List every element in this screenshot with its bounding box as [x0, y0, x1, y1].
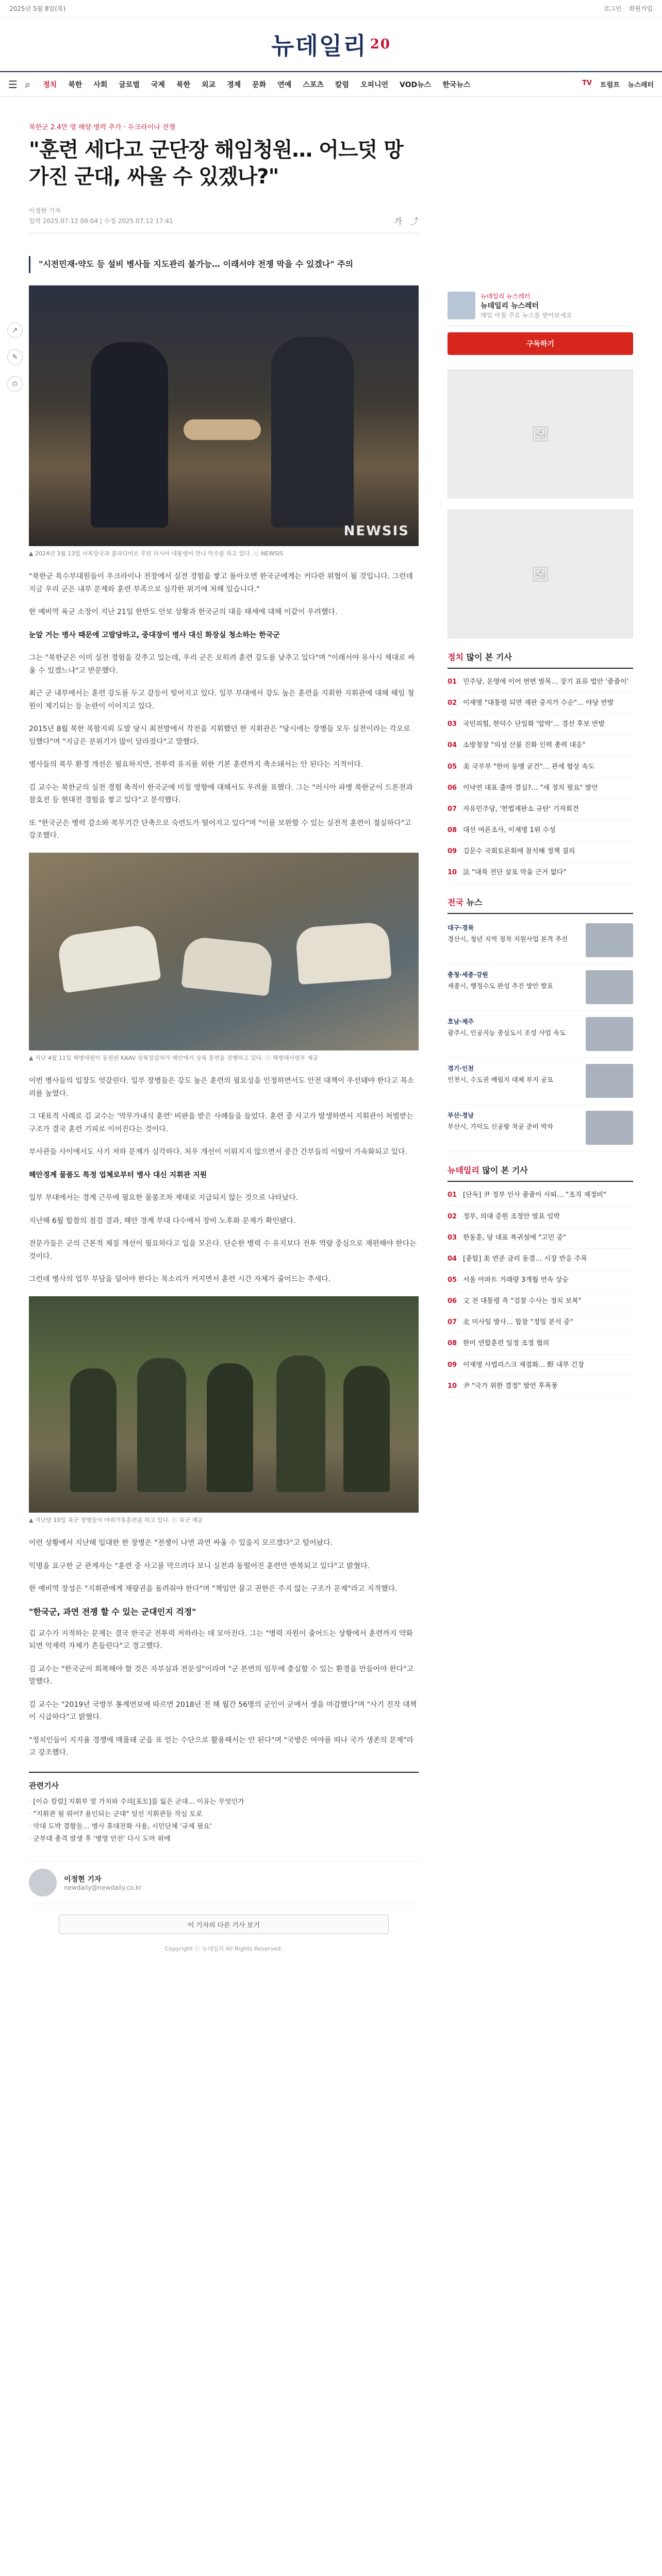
rank-item[interactable]: 08 한미 연합훈련 일정 조정 협의	[448, 1333, 633, 1354]
nav-item-korea-news[interactable]: 한국뉴스	[442, 80, 471, 89]
left-share-rail	[7, 323, 23, 392]
subhead: 해안경계 물품도 특정 업체로부터 병사 대신 지휘관 지원	[29, 1171, 207, 1179]
paragraph: 병사들의 복무 환경 개선은 필요하지만, 전투력 유지를 위한 기본 훈련까지 축소돼서는 안 된다는 지적이다.	[29, 760, 363, 769]
article-meta-row	[29, 206, 419, 233]
regional-news	[448, 896, 633, 1151]
paragraph: 그 대표적 사례로 김 교수는 '막무가내식 훈련' 비판을 받은 사례들을 들었다. 훈련 중 사고가 발생하면서 지휘관이 처벌받는 구조가 결국 훈련 기피로 이어진다는 것이다.	[29, 1112, 414, 1133]
paragraph: 한 예비역 장성은 "지휘관에게 재량권을 돌려줘야 한다"며 "책임만 묻고 권한은 주지 않는 구조가 문제"라고 지적했다.	[29, 1585, 398, 1594]
ad-slot[interactable]	[448, 510, 633, 638]
author-box	[29, 1861, 419, 1904]
rank-item[interactable]: 03 국민의힘, 한덕수 단일화 '압박'… 경선 후보 반발	[448, 714, 633, 735]
newsletter-title: 뉴데일리 뉴스레터	[481, 302, 539, 310]
nav-item-culture[interactable]: 문화	[252, 80, 267, 89]
rank-item[interactable]: 07 자유민주당, '헌법재판소 규탄' 기자회견	[448, 799, 633, 820]
rank-item[interactable]: 10 尹 "국가 위한 결정" 발언 후폭풍	[448, 1376, 633, 1397]
related-link[interactable]: · "지휘관 될 뭐어? 용인되는 군대" 일선 지휘관들 작심 토로	[29, 1808, 419, 1821]
photo-caption: ▲ 2024년 3월 13일 사목당국과 블라디미르 푸틴 러시아 대통령이 만나 악수를 하고 있다. ⓒ NEWSIS	[29, 550, 284, 557]
article-lead: "시전민재·약도 등 설비 병사들 지도관리 불가능… 이래서야 전쟁 막을 수 있겠나" 주의	[29, 256, 419, 273]
nav-item-global[interactable]: 글로벌	[119, 80, 140, 89]
paragraph: 김 교수는 북한군의 실전 경험 축적이 한국군에 미칠 영향에 대해서도 우려를 표했다. 그는 "러시아 파병 북한군이 드론전과 참호전 등 현대전 경험을 쌓고 있다"고 분석했다.	[29, 783, 413, 805]
article	[29, 97, 419, 1953]
soldier-shape	[137, 1358, 186, 1492]
paragraph: 2015년 8월 북한 목함지뢰 도발 당시 최전방에서 작전을 지휘했던 한 지휘관은 "당시에는 장병들 모두 실전이라는 각오로 임했다"며 "지금은 분위기가 많이 달라졌다"고 말했다.	[29, 725, 410, 746]
article-header	[29, 97, 419, 233]
photo-caption: ▲ 지난 4월 11일 해병대원이 동원된 KAAV 상륙장갑차가 해안에서 상륙 훈련을 진행하고 있다. ⓒ 해병대사령부 제공	[29, 1054, 319, 1061]
image-placeholder-icon: 🖼	[531, 565, 550, 583]
nav-item-column[interactable]: 칼럼	[335, 80, 349, 89]
box-title-red: 정치	[448, 652, 464, 662]
rank-item[interactable]: 05 美 국무부 "한미 동맹 굳건"… 관세 협상 속도	[448, 757, 633, 778]
more-articles-button[interactable]: 이 기자의 다른 기사 보기	[59, 1914, 389, 1934]
rank-item[interactable]: 08 대선 여론조사, 이재명 1위 수성	[448, 820, 633, 841]
rank-item[interactable]: 10 法 "대북 전단 살포 막을 근거 없다"	[448, 862, 633, 884]
figure-silhouette-left	[91, 342, 168, 528]
rank-list	[448, 672, 633, 884]
share-link-icon[interactable]: ⤴	[410, 216, 419, 226]
logo-text: 뉴데일리	[271, 32, 367, 60]
paragraph: 이런 상황에서 지난해 입대한 한 장병은 "전쟁이 나면 과연 싸울 수 있을지 모르겠다"고 털어놨다.	[29, 1539, 333, 1548]
content-columns	[29, 97, 633, 1953]
topbar-links	[604, 4, 653, 13]
rank-item[interactable]: 01 민주당, 운영에 이어 번번 발목… 장기 표류 법안 '줄줄이'	[448, 672, 633, 693]
photo-caption: ▲ 지난달 10일 육군 장병들이 야외기동훈련을 하고 있다. ⓒ 육군 제공	[29, 1516, 203, 1523]
rank-item[interactable]: 09 이재명 사법리스크 재점화… 野 내부 긴장	[448, 1355, 633, 1376]
paragraph: 김 교수가 지적하는 문제는 결국 한국군 전투력 저하라는 데 모아진다. 그는 "병력 자원이 줄어드는 상황에서 훈련까지 약화되면 억제력 자체가 흔들린다"고 경고했다.	[29, 1629, 413, 1651]
site-logo[interactable]	[271, 27, 391, 61]
paragraph: 최근 군 내부에서는 훈련 강도를 두고 갈등이 빚어지고 있다. 일부 부대에서 강도 높은 훈련을 지휘한 지휘관에 대해 해임 청원이 제기되는 등 논란이 이어지고 있다.	[29, 689, 415, 710]
soldier-shape	[70, 1368, 117, 1492]
paragraph: 김 교수는 "2019년 국방부 통계연보에 따르면 2018년 전 해 월간 56명의 군인이 군에서 생을 마감했다"며 "사기 진작 대책이 시급하다"고 밝혔다.	[29, 1700, 417, 1722]
rank-item[interactable]: 02 정부, 의대 증원 조정안 발표 임박	[448, 1207, 633, 1228]
paragraph: 그는 "북한군은 이미 실전 경험을 갖추고 있는데, 우리 군은 오히려 훈련 강도를 낮추고 있다"며 "이래서야 유사시 제대로 싸울 수 있겠느냐"고 반문했다.	[29, 654, 415, 675]
logo-badge: 20	[370, 37, 391, 52]
box-title: 전국 뉴스	[448, 896, 633, 914]
nav-icons	[8, 78, 30, 91]
nav-newsletter-link[interactable]: 뉴스레터	[627, 81, 654, 89]
subhead: "한국군, 과연 전쟁 할 수 있는 군대인지 걱정"	[29, 1606, 196, 1617]
paragraph: 그런데 병사의 업무 부담을 덜어야 한다는 목소리가 커지면서 훈련 시간 자체가 줄어드는 추세다.	[29, 1275, 331, 1284]
related-articles	[29, 1772, 419, 1845]
photo-summit	[29, 285, 419, 546]
signup-link[interactable]: 회원가입	[628, 5, 653, 12]
rank-item[interactable]: 06 이낙연 대표 출마 결심?… "새 정치 필요" 발언	[448, 778, 633, 799]
search-icon[interactable]: ⌕	[24, 78, 31, 91]
sidebar	[448, 97, 633, 1953]
logo-row	[0, 18, 662, 71]
paragraph: "정치인들이 지지율 경쟁에 매몰돼 군을 표 얻는 수단으로 활용해서는 안 된다"며 "국방은 여야를 떠나 국가 생존의 문제"라고 강조했다.	[29, 1736, 414, 1757]
nav-item-economy[interactable]: 경제	[227, 80, 241, 89]
subscribe-button[interactable]: 구독하기	[448, 332, 633, 355]
subhead: 눈앞 거는 병사 때문에 고발당하고, 중대장이 병사 대신 화장실 청소하는 한국군	[29, 631, 280, 639]
photo-landing-boats	[29, 853, 419, 1050]
topbar	[0, 0, 662, 18]
regional-thumb	[586, 1017, 633, 1051]
rank-item[interactable]: 07 北 미사일 발사… 합참 "정밀 분석 중"	[448, 1312, 633, 1333]
nav-item-vod[interactable]: VOD뉴스	[400, 80, 432, 89]
photo-soldiers-training	[29, 1296, 419, 1513]
boat-shape	[56, 923, 161, 993]
soldier-shape	[343, 1366, 390, 1492]
regional-thumb	[586, 923, 633, 957]
soldier-shape	[207, 1363, 253, 1492]
paragraph: 이번 병사들의 입장도 엇갈린다. 일부 장병들은 강도 높은 훈련의 필요성을 인정하면서도 안전 대책이 우선돼야 한다고 목소리를 높였다.	[29, 1077, 415, 1098]
nav-item-international[interactable]: 국제	[151, 80, 165, 89]
politics-most-read	[448, 651, 633, 884]
nav-item-politics[interactable]: 정치	[43, 80, 57, 89]
nav-item-entertainment[interactable]: 연예	[277, 80, 292, 89]
newsletter-sub: 매일 아침 주요 뉴스를 받아보세요	[481, 312, 572, 319]
newdaily-most-read	[448, 1164, 633, 1397]
paragraph: 김 교수는 "한국군이 회복해야 할 것은 자부심과 전문성"이라며 "군 본연의 임무에 충실할 수 있는 환경을 만들어야 한다"고 말했다.	[29, 1665, 414, 1686]
regional-thumb	[586, 1111, 633, 1145]
newsletter-tag: 뉴데일리 뉴스레터	[481, 293, 531, 300]
rank-item[interactable]: 05 서울 아파트 거래량 3개월 연속 상승	[448, 1270, 633, 1291]
related-link[interactable]: · [이슈 칼럼] 지휘부 말 가치와 주의[포토]를 잃은 군대… 이유는 무엇인가	[29, 1796, 419, 1808]
newsis-watermark: NEWSIS	[343, 523, 409, 539]
login-link[interactable]: 로그인	[603, 5, 622, 12]
rank-item[interactable]: 06 文 전 대통령 측 "검찰 수사는 정치 보복"	[448, 1291, 633, 1312]
box-title-text: 많이 본 기사	[466, 652, 512, 662]
paragraph: 일부 부대에서는 경계 근무에 필요한 물품조차 제대로 지급되지 않는 것으로 나타났다.	[29, 1194, 299, 1202]
rank-item[interactable]: 02 이재명 "대통령 되면 재판 중지가 수순"… 야당 반발	[448, 693, 633, 714]
box-title: 뉴데일리 많이 본 기사	[448, 1164, 633, 1182]
regional-item[interactable]: 대구·경북 경산시, 청년 지역 정착 지원사업 본격 추진	[448, 917, 633, 964]
box-title	[448, 651, 633, 669]
article-author: 이정현 기자	[29, 207, 61, 214]
handshake-shape	[184, 419, 261, 440]
regional-item[interactable]: 경기·인천 인천시, 수도권 매립지 대체 부지 공모	[448, 1058, 633, 1105]
newdaily-rank-list	[448, 1185, 633, 1397]
nav-list	[43, 79, 582, 90]
author-avatar	[29, 1869, 57, 1896]
figure-silhouette-right	[271, 337, 354, 528]
print-icon[interactable]: ⎙	[7, 376, 23, 392]
newsletter-thumb	[448, 292, 475, 319]
article-headline: "훈련 세다고 군단장 해임청원… 어느덧 망가진 군대, 싸울 수 있겠나?"	[29, 138, 403, 189]
nav-item-north-korea[interactable]: 북한	[68, 80, 82, 89]
main-nav	[0, 71, 662, 97]
page-container	[0, 97, 662, 1953]
date-text: 2025년 5월 8일(목)	[9, 5, 66, 12]
nav-tv-link[interactable]: TV	[582, 79, 592, 87]
regional-item[interactable]: 호남·제주 광주시, 인공지능 중심도시 조성 사업 속도	[448, 1011, 633, 1058]
rank-item[interactable]: 04 소방청장 "의성 산불 진화 인력 총력 대응"	[448, 735, 633, 756]
paragraph: 한 예비역 육군 소장이 지난 21일 한반도 안보 상황과 한국군의 대응 태세에 대해 이같이 우려했다.	[29, 608, 338, 617]
nav-item-society[interactable]: 사회	[93, 80, 108, 89]
menu-icon[interactable]: ☰	[8, 78, 18, 91]
article-series[interactable]: 북한군 2.4만 명 해양 병력 추가 · 우크라이나 전쟁	[29, 124, 175, 131]
copyright-text: Copyright ⓒ 뉴데일리 All Rights Reserved.	[165, 1945, 283, 1953]
paragraph: 전문가들은 군의 근본적 체질 개선이 필요하다고 입을 모은다. 단순한 병력 수 유지보다 전투 역량 중심으로 재편해야 한다는 것이다.	[29, 1240, 417, 1261]
regional-thumb	[586, 970, 633, 1004]
rank-item[interactable]: 04 [종합] 美 연준 금리 동결… 시장 반응 주목	[448, 1249, 633, 1270]
article-dates: 입력 2025.07.12 09:04 | 수정 2025.07.12 17:41	[29, 217, 173, 225]
boat-shape	[295, 922, 391, 985]
related-link[interactable]: · 군부대 총격 발생 후 '병영 안전' 다시 도마 위에	[29, 1833, 419, 1845]
paragraph: 지난해 6월 합참의 점검 결과, 해안 경계 부대 다수에서 장비 노후화 문제가 확인됐다.	[29, 1216, 296, 1225]
image-placeholder-icon: 🖼	[531, 425, 550, 443]
font-size-icon[interactable]: 가	[394, 216, 402, 226]
boat-shape	[181, 936, 274, 996]
related-link[interactable]: · 악대 도박 결함들… 병사 휴대전화 사용, 시민단체 '규제 필요'	[29, 1821, 419, 1833]
rank-item[interactable]: 01 [단독] 尹 정부 인사 줄줄이 사퇴… "조직 재정비"	[448, 1185, 633, 1206]
nav-trump-link[interactable]: 트럼프	[600, 81, 620, 89]
paragraph: 익명을 요구한 군 관계자는 "훈련 중 사고를 막으려다 보니 실전과 동떨어진 훈련만 반복되고 있다"고 밝혔다.	[29, 1562, 370, 1570]
ad-slot[interactable]	[448, 369, 633, 498]
nav-extra	[582, 79, 654, 89]
share-icon[interactable]: ↗	[7, 323, 23, 338]
author-email[interactable]: newdaily@newdaily.co.kr	[64, 1884, 142, 1892]
rank-item[interactable]: 09 김문수 국회토론회에 참석해 정책 질의	[448, 841, 633, 862]
rank-item[interactable]: 03 한동훈, 당 대표 복귀설에 "고민 중"	[448, 1228, 633, 1249]
nav-item-opinion[interactable]: 오피니언	[360, 80, 389, 89]
article-body	[29, 233, 419, 1953]
related-title: 관련기사	[29, 1781, 59, 1790]
nav-item-north-korea-2[interactable]: 북한	[176, 80, 191, 89]
regional-item[interactable]: 부산·경남 부산시, 가덕도 신공항 착공 준비 박차	[448, 1105, 633, 1151]
comment-icon[interactable]: ✎	[7, 349, 23, 365]
newsletter-card[interactable]	[448, 292, 633, 326]
soldier-shape	[276, 1355, 325, 1492]
paragraph: "북한군 특수부대원들이 우크라이나 전장에서 실전 경험을 쌓고 돌아오면 한국군에게는 커다란 위협이 될 것입니다. 그런데 지금 우리 군은 내부 문제와 훈련 부족으로 심각한 위기에 처해 있습니다."	[29, 572, 413, 594]
paragraph: 또 "한국군은 병력 감소와 복무기간 단축으로 숙련도가 떨어지고 있다"며 "이를 보완할 수 있는 실전적 훈련이 절실하다"고 강조했다.	[29, 819, 411, 840]
share-tools	[394, 215, 419, 227]
nav-item-sports[interactable]: 스포츠	[303, 80, 324, 89]
regional-item[interactable]: 충청·세종·강원 세종시, 행정수도 완성 추진 방안 발표	[448, 964, 633, 1011]
paragraph: 부사관들 사이에서도 사기 저하 문제가 심각하다. 처우 개선이 이뤄지지 않으면서 중간 간부들의 이탈이 가속화되고 있다.	[29, 1148, 407, 1157]
nav-item-diplomacy[interactable]: 외교	[202, 80, 216, 89]
article-meta	[29, 206, 173, 227]
author-name[interactable]: 이정현 기자	[64, 1875, 102, 1884]
related-list	[29, 1796, 419, 1845]
regional-list	[448, 917, 633, 1151]
regional-thumb	[586, 1064, 633, 1098]
